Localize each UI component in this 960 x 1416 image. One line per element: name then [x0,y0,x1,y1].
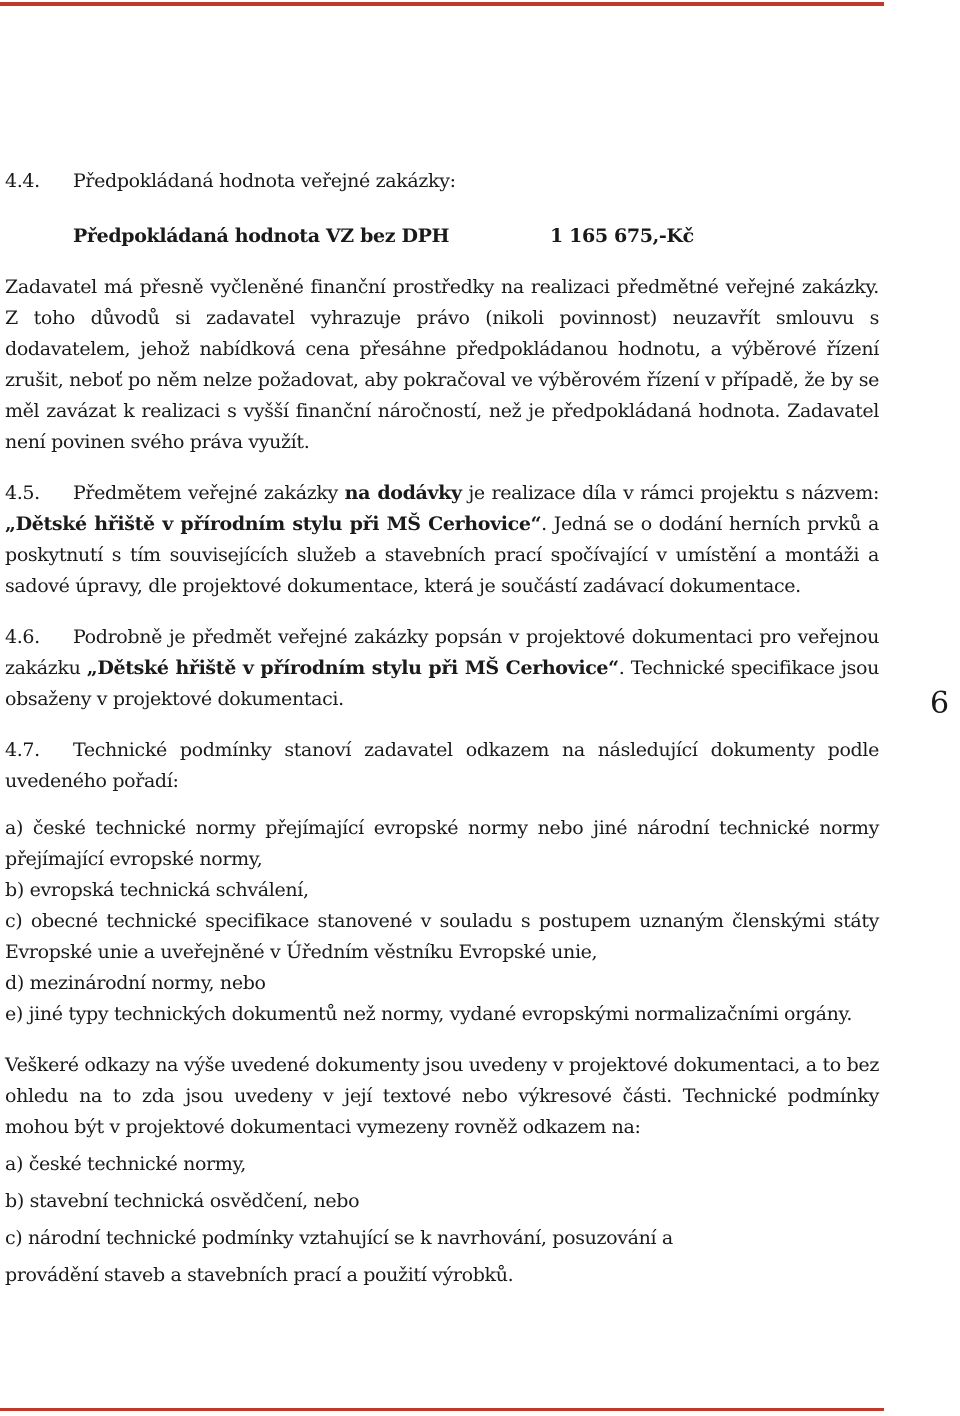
list-item: c) obecné technické specifikace stanovené v souladu s postupem uznaným členskými státy Evropské unie a uveřejněné v Úředním věstníku Evropské unie, [5,910,879,963]
list-item: b) evropská technická schválení, [5,879,309,901]
project-name-bold: „Dětské hřiště v přírodním stylu při MŠ Cerhovice“ [86,657,619,679]
section-4-4-heading [5,166,879,197]
text-run: Technické podmínky stanoví zadavatel odkazem na následující dokumenty podle uvedeného pořadí: [5,739,879,792]
list-item: e) jiné typy technických dokumentů než normy, vydané evropskými normalizačními orgány. [5,1003,853,1025]
section-number: 4.4. [5,170,40,192]
section-number: 4.5. [5,482,40,504]
section-number: 4.6. [5,626,40,648]
text-run: . Technické specifikace jsou obsaženy v projektové dokumentaci. [5,657,879,710]
text-run: je realizace díla v rámci projektu s názvem: [461,482,880,504]
estimated-value-amount: 1 165 675,-Kč [550,225,694,247]
estimated-value-row [5,221,879,252]
section-number: 4.7. [5,739,40,761]
list-item: a) české technické normy, [5,1153,246,1175]
text-run: Podrobně je předmět veřejné zakázky popsán v projektové dokumentaci pro veřejnou zakázku [5,626,879,679]
list-item: b) stavební technická osvědčení, nebo [5,1190,360,1212]
list-item: d) mezinárodní normy, nebo [5,972,266,994]
section-4-7-paragraph: Veškeré odkazy na výše uvedené dokumenty jsou uvedeny v projektové dokumentaci, a to bez ohledu na to zda jsou uvedeny v její textové nebo výkresové části. Technické podmínky mohou být v projektové dokumentaci vymezeny rovněž odkazem na: [5,1054,879,1138]
bottom-rule [0,1408,884,1411]
list-item: c) národní technické podmínky vztahující se k navrhování, posuzování a [5,1227,673,1249]
section-4-4-paragraph: Zadavatel má přesně vyčleněné finanční prostředky na realizaci předmětné veřejné zakázky. Z toho důvodů si zadavatel vyhrazuje právo (nikoli povinnost) neuzavřít smlouvu s dodavatelem, jehož nabídková cena přesáhne předpokládanou hodnotu, a výběrové řízení zrušit, neboť po něm nelze požadovat, aby pokračoval ve výběrovém řízení v případě, že by se měl zavázat k realizaci s vyšší finanční náročností, než je předpokládaná hodnota. Zadavatel není povinen svého práva využít. [5,276,879,453]
bold-run: na dodávky [344,482,462,504]
section-4-7-intro [5,735,879,797]
text-run: . Jedná se o dodání herních prvků a poskytnutí s tím souvisejících služeb a stavebních prací spočívající v umístění a montáži a sadové úpravy, dle projektové dokumentace, která je součástí zadávací dokumentace. [5,513,879,597]
page-number: 6 [930,686,950,721]
document-body [5,166,879,1297]
section-title: Předpokládaná hodnota veřejné zakázky: [73,170,456,192]
section-4-5-paragraph [5,478,879,602]
estimated-value-label: Předpokládaná hodnota VZ bez DPH [73,225,450,247]
list-item: a) české technické normy přejímající evropské normy nebo jiné národní technické normy přejímající evropské normy, [5,817,879,870]
text-run: Předmětem veřejné zakázky [73,482,345,504]
top-rule [0,2,884,6]
list-item: provádění staveb a stavebních prací a použití výrobků. [5,1264,514,1286]
project-name-bold: „Dětské hřiště v přírodním stylu při MŠ Cerhovice“ [5,513,542,535]
section-4-6-paragraph [5,622,879,715]
